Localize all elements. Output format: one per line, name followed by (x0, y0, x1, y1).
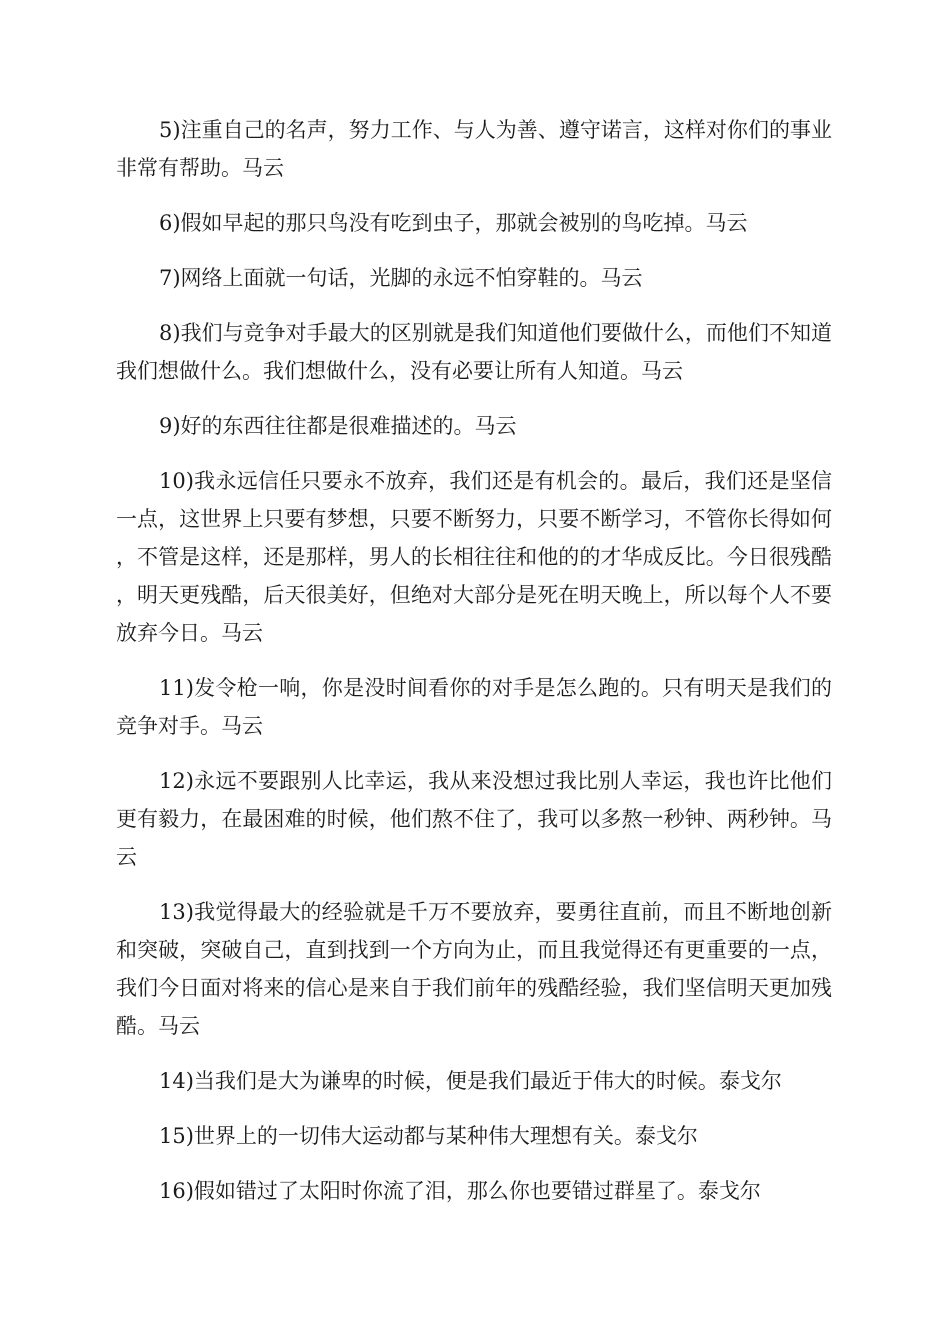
quote-paragraph-9: 9)好的东西往往都是很难描述的。马云 (159, 414, 517, 438)
quote-paragraph-8: 8)我们与竞争对手最大的区别就是我们知道他们要做什么，而他们不知道我们想做什么。我们想做什么，没有必要让所有人知道。马云 (116, 321, 832, 383)
quote-paragraph-10: 10)我永远信任只要永不放弃，我们还是有机会的。最后，我们还是坚信一点，这世界上只要有梦想，只要不断努力，只要不断学习，不管你长得如何，不管是这样，还是那样，男人的长相往往和他的的才华成反比。今日很残酷，明天更残酷，后天很美好，但绝对大部分是死在明天晚上，所以每个人不要放弃今日。马云 (116, 469, 832, 645)
quote-list (116, 111, 832, 1227)
quote-paragraph-11: 11)发令枪一响，你是没时间看你的对手是怎么跑的。只有明天是我们的竞争对手。马云 (116, 676, 832, 738)
quote-paragraph-15: 15)世界上的一切伟大运动都与某种伟大理想有关。泰戈尔 (159, 1124, 698, 1148)
quote-paragraph-6: 6)假如早起的那只鸟没有吃到虫子，那就会被别的鸟吃掉。马云 (159, 211, 748, 235)
quote-paragraph-13: 13)我觉得最大的经验就是千万不要放弃，要勇往直前，而且不断地创新和突破，突破自己，直到找到一个方向为止，而且我觉得还有更重要的一点，我们今日面对将来的信心是来自于我们前年的残酷经验，我们坚信明天更加残酷。马云 (116, 900, 832, 1038)
quote-paragraph-12: 12)永远不要跟别人比幸运，我从来没想过我比别人幸运，我也许比他们更有毅力，在最困难的时候，他们熬不住了，我可以多熬一秒钟、两秒钟。马云 (116, 769, 832, 869)
quote-paragraph-16: 16)假如错过了太阳时你流了泪，那么你也要错过群星了。泰戈尔 (159, 1179, 761, 1203)
quote-paragraph-14: 14)当我们是大为谦卑的时候，便是我们最近于伟大的时候。泰戈尔 (159, 1069, 782, 1093)
quote-paragraph-5: 5)注重自己的名声，努力工作、与人为善、遵守诺言，这样对你们的事业非常有帮助。马云 (116, 118, 832, 180)
quote-paragraph-7: 7)网络上面就一句话，光脚的永远不怕穿鞋的。马云 (159, 266, 643, 290)
